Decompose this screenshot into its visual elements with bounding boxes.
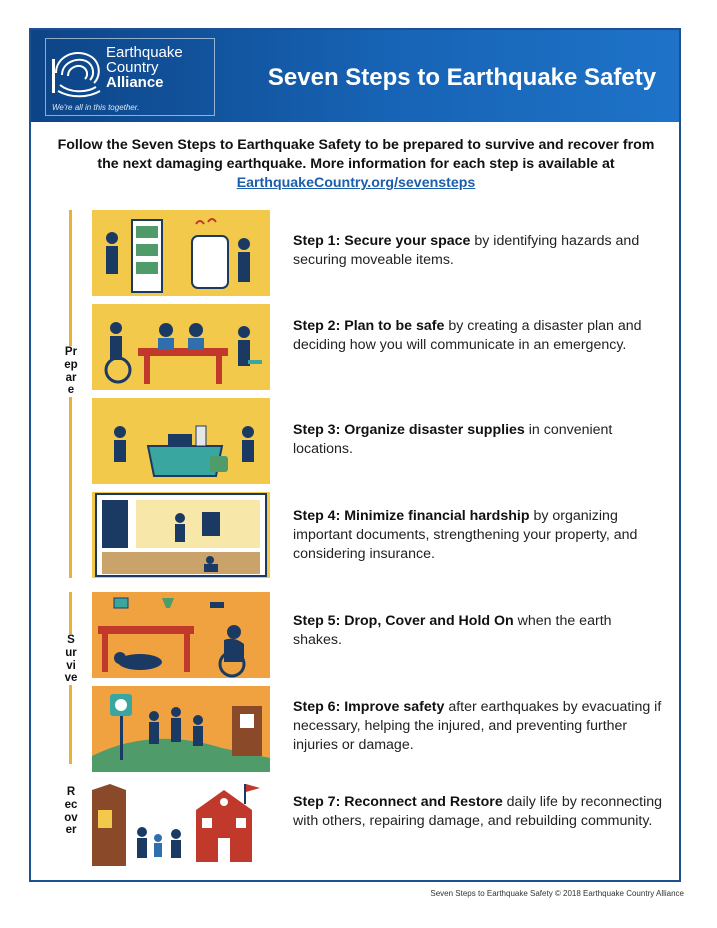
eca-logo — [45, 38, 215, 116]
logo-tagline: We're all in this together. — [52, 103, 140, 112]
logo-wordmark — [106, 45, 183, 90]
community-rebuild-icon — [92, 780, 270, 866]
step-2-text — [293, 317, 663, 355]
survive-phase-label: Survive — [64, 634, 78, 685]
swirl-logo-icon — [50, 45, 106, 101]
step-6-illustration — [92, 686, 270, 772]
copyright-footer: Seven Steps to Earthquake Safety © 2018 Earthquake Country Alliance — [430, 889, 684, 898]
intro-paragraph — [50, 136, 662, 193]
step-3-text — [293, 421, 663, 459]
step-5-text — [293, 612, 663, 650]
step-1-text — [293, 232, 663, 270]
family-planning-icon — [92, 304, 270, 390]
header-banner — [31, 30, 679, 122]
step-2-title: Step 2: Plan to be safe — [293, 318, 445, 334]
prepare-phase-label: Prepare — [64, 346, 78, 397]
logo-line-1: Earthquake — [106, 44, 183, 61]
recover-phase-label: Recover — [64, 786, 78, 837]
page-title: Seven Steps to Earthquake Safety — [267, 64, 657, 91]
step-3-description: in convenient locations. — [293, 422, 613, 457]
drop-cover-hold-icon — [92, 592, 270, 678]
sevensteps-link[interactable]: EarthquakeCountry.org/sevensteps — [236, 175, 476, 191]
securing-items-icon — [92, 210, 270, 296]
step-7-text — [293, 793, 663, 831]
step-3-illustration — [92, 398, 270, 484]
step-4-description: by organizing important documents, strengthening your property, and considering insurance. — [293, 508, 638, 562]
step-1-title: Step 1: Secure your space — [293, 233, 471, 249]
step-4-illustration — [92, 492, 270, 578]
step-2-illustration — [92, 304, 270, 390]
house-retrofit-icon — [92, 492, 270, 578]
step-4-title: Step 4: Minimize financial hardship — [293, 508, 530, 524]
step-5-description: when the earth shakes. — [293, 613, 612, 648]
step-2-description: by creating a disaster plan and deciding how you will communicate in an emergency. — [293, 318, 642, 353]
logo-line-2: Country — [106, 59, 159, 76]
step-6-text — [293, 698, 663, 755]
logo-line-3: Alliance — [106, 74, 164, 91]
step-6-description: after earthquakes by evacuating if necessary, helping the injured, and preventing further injuries or damage. — [293, 699, 662, 753]
step-1-description: by identifying hazards and securing moveable items. — [293, 233, 640, 268]
evacuation-icon — [92, 686, 270, 772]
step-5-illustration — [92, 592, 270, 678]
step-7-illustration — [92, 780, 270, 866]
step-7-description: daily life by reconnecting with others, repairing damage, and rebuilding community. — [293, 794, 663, 829]
step-1-illustration — [92, 210, 270, 296]
step-3-title: Step 3: Organize disaster supplies — [293, 422, 525, 438]
intro-text: Follow the Seven Steps to Earthquake Safety to be prepared to survive and recover from the next damaging earthquake. More information for each step is available at — [57, 137, 655, 172]
disaster-supplies-icon — [92, 398, 270, 484]
step-6-title: Step 6: Improve safety — [293, 699, 445, 715]
step-7-title: Step 7: Reconnect and Restore — [293, 794, 503, 810]
step-5-title: Step 5: Drop, Cover and Hold On — [293, 613, 514, 629]
step-4-text — [293, 507, 663, 564]
